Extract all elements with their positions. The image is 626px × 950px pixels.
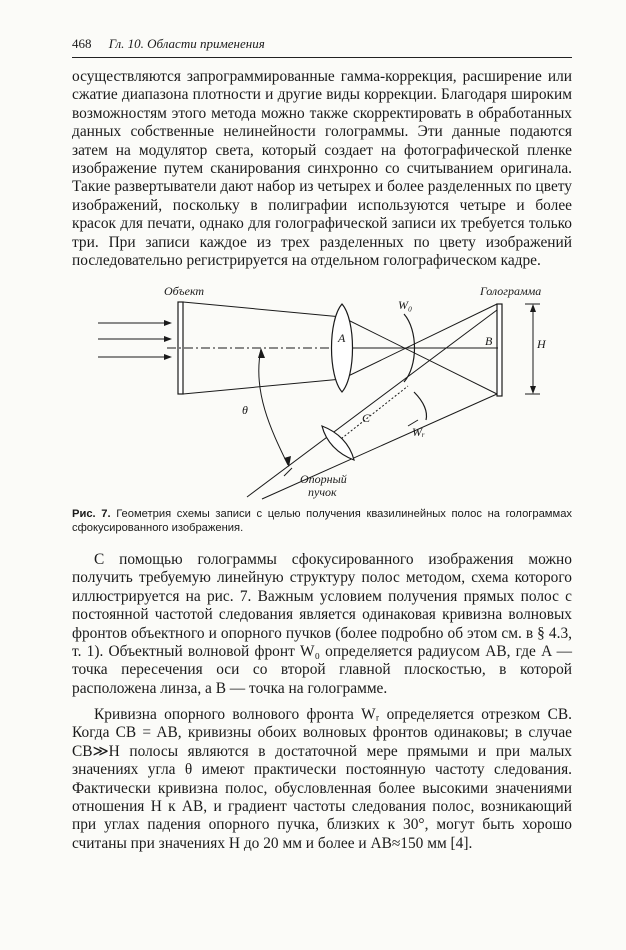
label-reference-beam-1: Опорный	[300, 472, 347, 486]
paragraph-1: осуществляются запрограммированные гамма-коррекция, расширение или сжатие диапазона плотности и другие виды коррекции. Благодаря широким возможностям этого метода можно также скорректировать в обработанных данных собственные нелинейности голограммы. Эти данные подаются затем на модулятор света, который создает на фотографической пленке изображение путем сканирования синхронно со считыванием оригинала. Такие развертыватели дают набор из четырех и более разделенных по цвету изображений, поскольку в полиграфии используются четыре и более красок для печати, однако для голографической записи их требуется только три. При записи каждое из трех разделенных по цвету изображений последовательно регистрируется на отдельном голографическом кадре.	[72, 68, 572, 270]
label-hologram: Голограмма	[480, 284, 542, 298]
label-a: A	[338, 331, 346, 345]
theta-arc	[259, 349, 288, 465]
running-header	[72, 36, 572, 58]
hologram-plate	[497, 304, 502, 396]
label-w0: W₀	[398, 298, 413, 312]
label-b: B	[485, 334, 493, 348]
figure-7	[72, 282, 572, 504]
label-c: C	[362, 411, 371, 425]
label-object: Объект	[164, 284, 205, 298]
page-number: 468	[72, 36, 92, 51]
wavefront-wr	[414, 392, 427, 420]
running-title: Гл. 10. Области применения	[108, 36, 265, 51]
label-wr: Wᵣ	[412, 425, 425, 439]
paragraph-3: Кривизна опорного волнового фронта Wᵣ определяется отрезком CB. Когда CB = AB, кривизны обоих волновых фронтов одинаковы; в случае CB≫H полосы являются в достаточной мере прямыми и при малых значениях угла θ имеют практически постоянную частоту следования. Фактически кривизна полос, обусловленная более высокими значениями отношения H к AB, и градиент частоты следования полос, возникающий при углах падения опорного пучка, близких к 30°, могут быть хорошо считаны при значениях H до 20 мм и более и AB≈150 мм [4].	[72, 706, 572, 852]
label-h: H	[537, 337, 546, 351]
caption-label: Рис. 7.	[72, 508, 111, 520]
figure-caption	[72, 507, 572, 535]
lens	[332, 304, 353, 392]
header-rule	[72, 57, 572, 58]
caption-text: Геометрия схемы записи с целью получения квазилинейных полос на голограммах сфокусированного изображения.	[72, 508, 573, 534]
paragraph-2: С помощью голограммы сфокусированного изображения можно получить требуемую линейную структуру полос методом, схема которого иллюстрируется на рис. 7. Важным условием получения прямых полос с постоянной частотой следования является одинаковая кривизна волновых фронтов объектного и опорного пучков (более подробно об этом см. в § 4.3, т. 1). Объектный волновой фронт W₀ определяется радиусом AB, где A — точка пересечения оси со второй главной плоскостью, в которой расположена линза, а B — точка на голограмме.	[72, 551, 572, 697]
reference-rays	[247, 310, 497, 499]
label-reference-beam-2: пучок	[308, 485, 337, 499]
incoming-arrows	[98, 320, 172, 360]
label-theta: θ	[242, 403, 248, 417]
reference-lens	[322, 426, 354, 460]
figure-diagram	[72, 282, 572, 504]
